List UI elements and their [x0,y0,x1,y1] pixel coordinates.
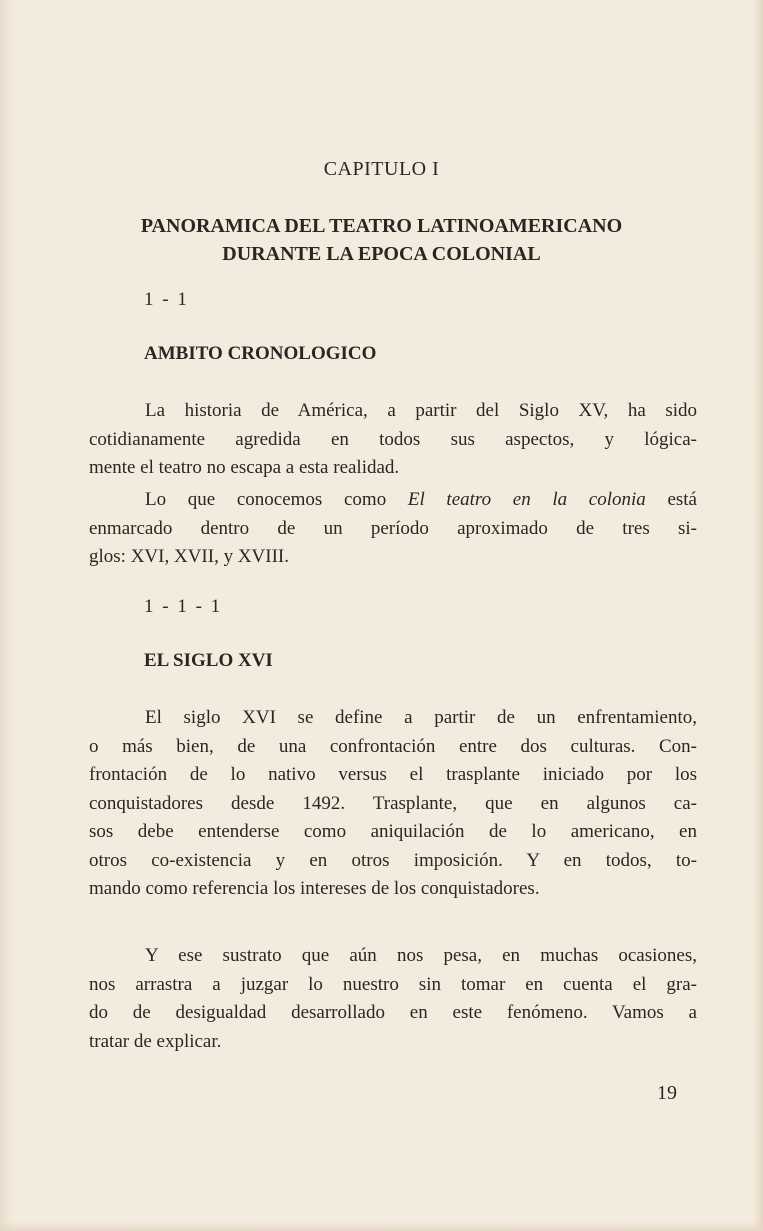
page-right-edge [753,0,763,1231]
paragraph-line: mente el teatro no escapa a esta realidad. [89,457,400,478]
paragraph-line: o más bien, de una confrontación entre dos culturas. Con- [89,735,697,757]
paragraph-line: do de desigualdad desarrollado en este fenómeno. Vamos a [89,1002,697,1023]
paragraph-line: glos: XVI, XVII, y XVIII. [89,546,289,567]
chapter-title-line-1: PANORAMICA DEL TEATRO LATINOAMERICANO [140,215,623,237]
chapter-title-line-2: DURANTE LA EPOCA COLONIAL [222,243,541,265]
paragraph-line: nos arrastra a juzgar lo nuestro sin tomar en cuenta el gra- [89,973,697,995]
chapter-title [0,212,763,268]
chapter-label: CAPITULO I [323,158,440,180]
paragraph-sustrato [89,942,697,1056]
section-heading-siglo-xvi: EL SIGLO XVI [144,650,273,671]
paragraph-line: conquistadores desde 1492. Trasplante, que en algunos ca- [89,792,697,814]
paragraph-line: enmarcado dentro de un período aproximado de tres si- [89,517,697,539]
page-left-shadow [0,0,14,1231]
text-run: Lo que conocemos como [145,489,387,510]
paragraph-historia [89,397,697,483]
paragraph-line: cotidianamente agredida en todos sus aspectos, y lógica- [89,428,697,450]
paragraph-line: mando como referencia los intereses de los conquistadores. [89,878,540,899]
paragraph-teatro-colonia [89,486,697,572]
page-bottom-edge [0,1221,763,1231]
paragraph-siglo-xvi [89,704,697,904]
paragraph-line: otros co-existencia y en otros imposición. Y en todos, to- [89,849,697,871]
paragraph-line: tratar de explicar. [89,1030,222,1052]
paragraph-line [89,486,697,515]
section-heading-ambito: AMBITO CRONOLOGICO [144,343,377,364]
italic-title: El teatro en la colonia [407,489,646,510]
text-run: está [667,489,697,510]
paragraph-line: La historia de América, a partir del Siglo XV, ha sido [145,400,697,421]
paragraph-line: frontación de lo nativo versus el trasplante iniciado por los [89,764,697,785]
page-number: 19 [657,1082,677,1104]
paragraph-line: Y ese sustrato que aún nos pesa, en muchas ocasiones, [145,945,697,966]
paragraph-line: sos debe entenderse como aniquilación de lo americano, en [89,821,697,842]
section-number-1-1: 1 - 1 [144,289,189,310]
section-number-1-1-1: 1 - 1 - 1 [144,596,223,617]
paragraph-line: El siglo XVI se define a partir de un enfrentamiento, [145,707,697,728]
